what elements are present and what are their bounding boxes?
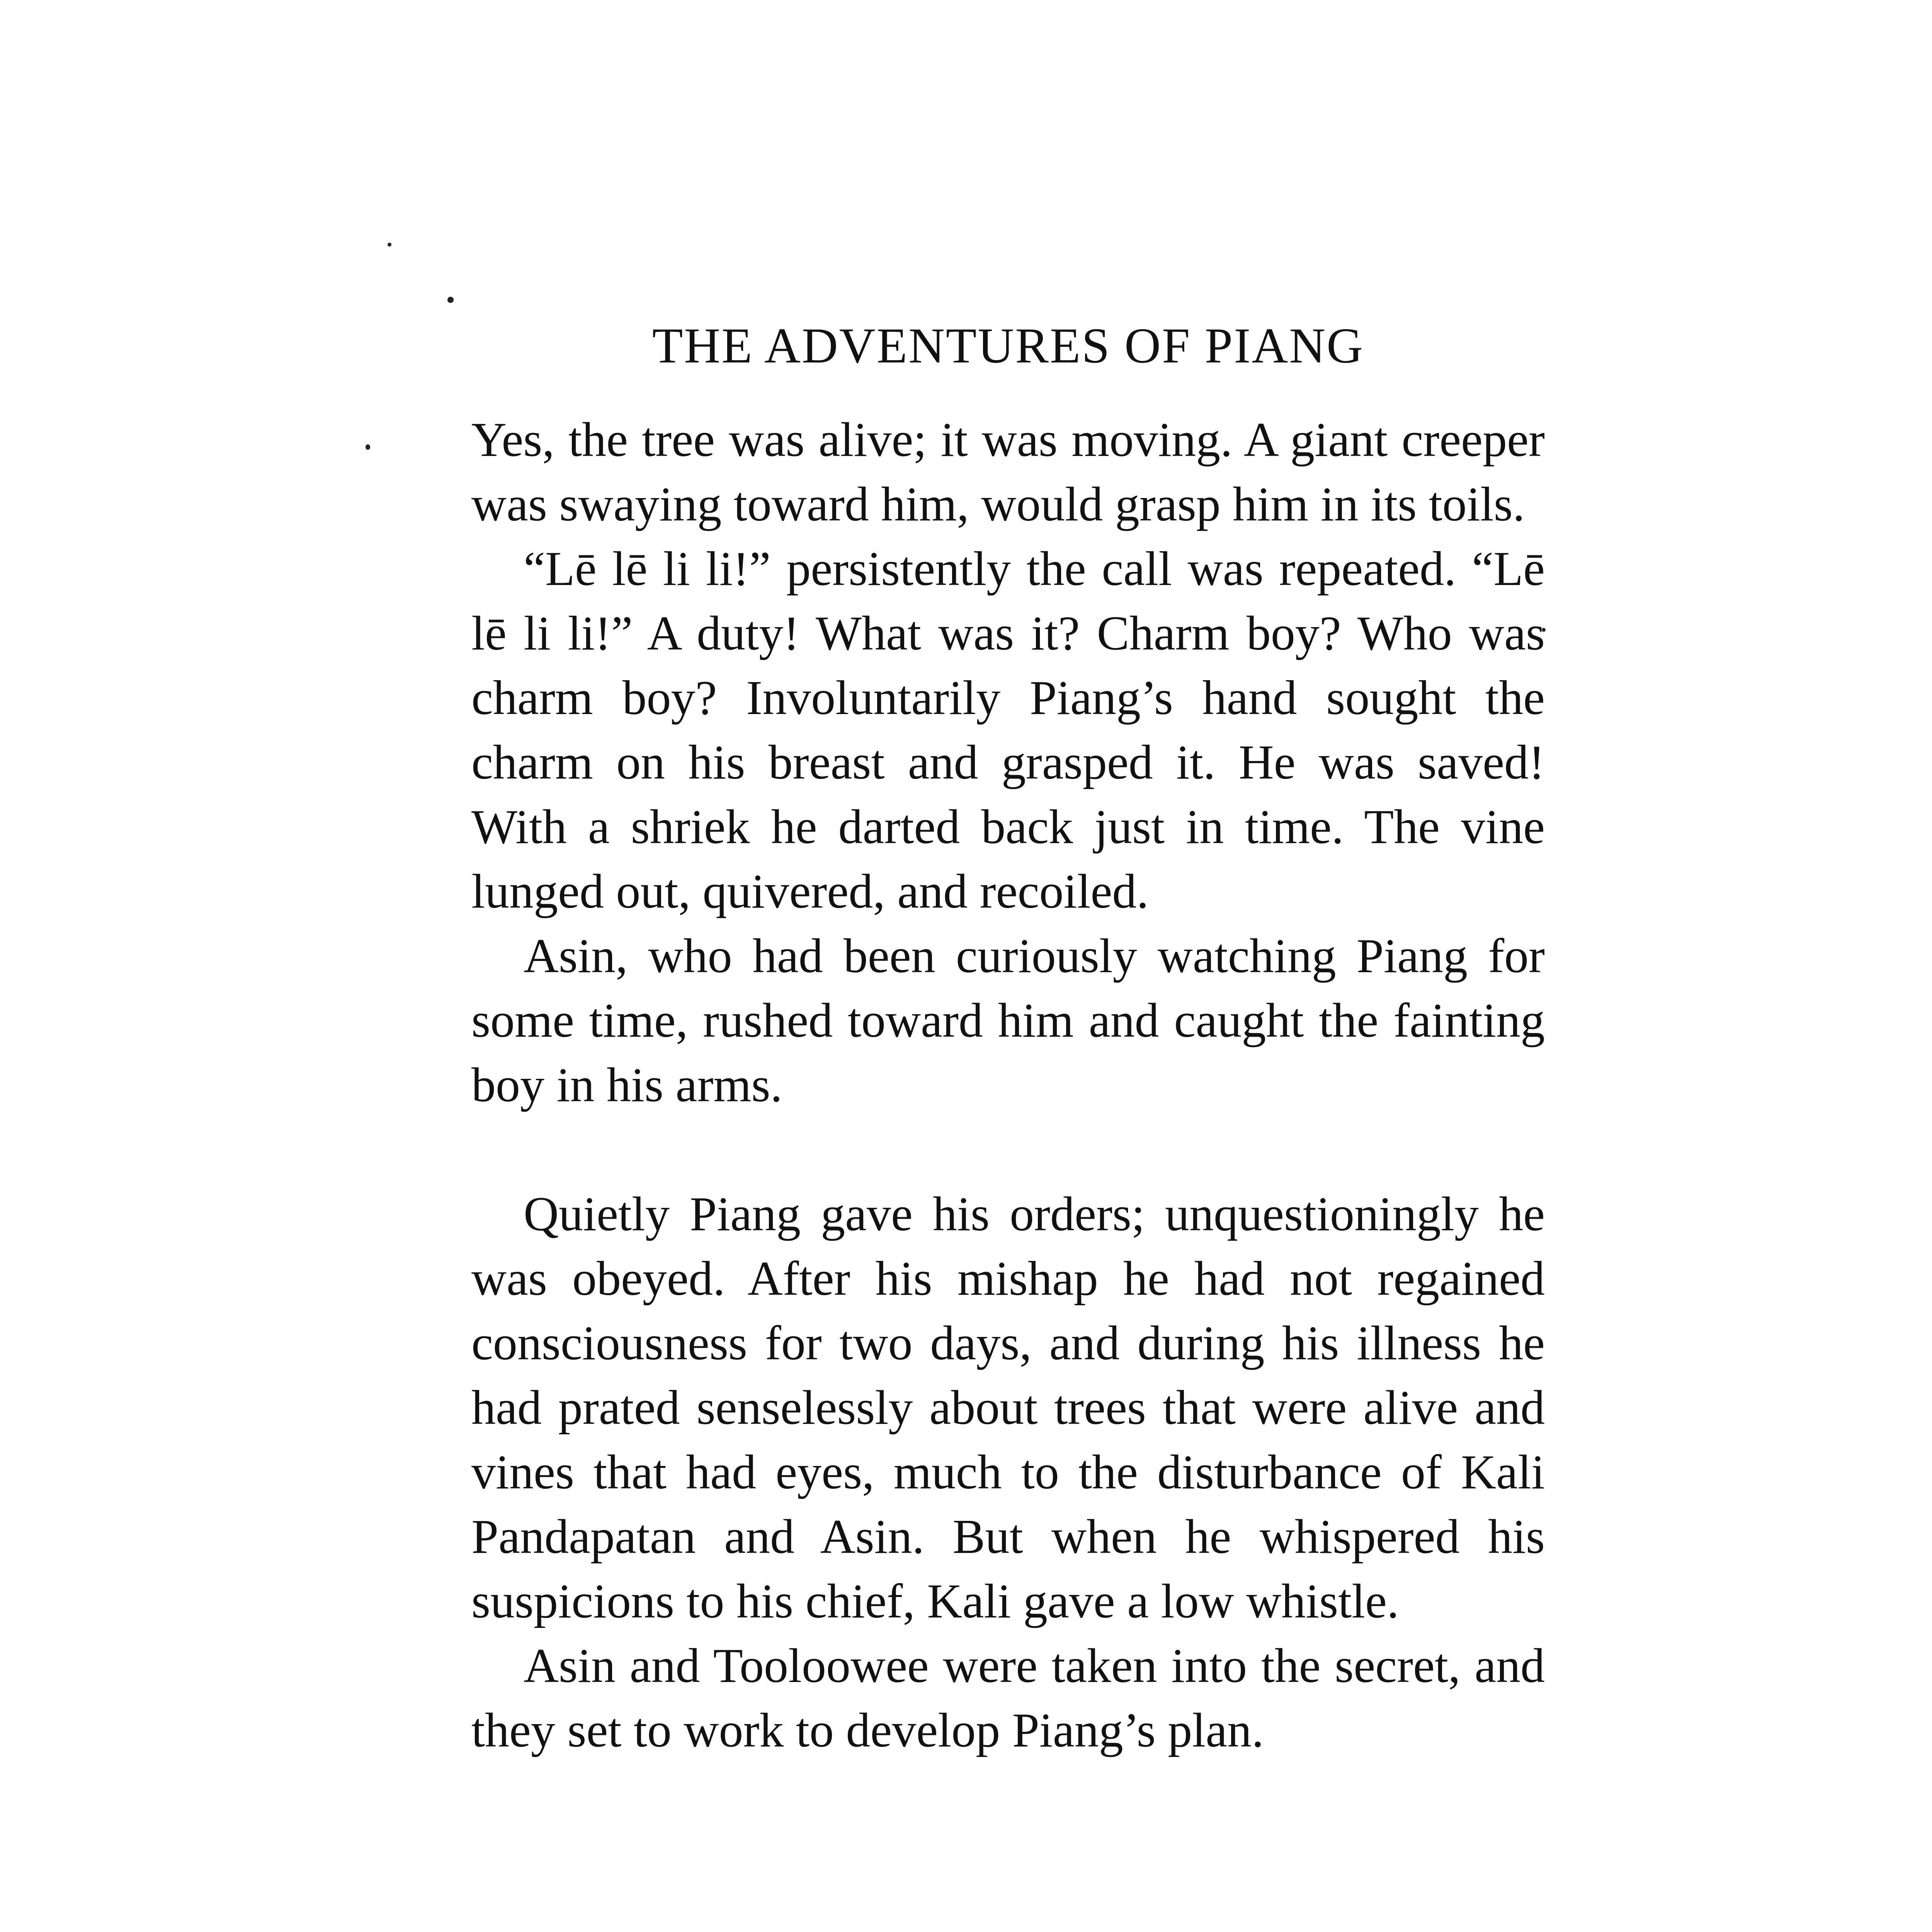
scan-speck: [447, 297, 454, 303]
scan-speck: [366, 444, 370, 450]
running-head: THE ADVENTURES OF PIANG: [652, 318, 1364, 374]
paragraph: Asin and Tooloowee were taken into the secret, and they set to work to develop Piang’s plan.: [471, 1639, 1545, 1757]
paragraph: Quietly Piang gave his orders; unquestioningly he was obeyed. After his mishap he had not regained consciousness for two days, and during his illness he had prated senselessly about trees that were alive and vines that had eyes, much to the disturbance of Kali Pandapatan and Asin. But when he whispered his suspicions to his chief, Kali gave a low whistle.: [471, 1187, 1545, 1628]
scan-speck: [388, 243, 391, 247]
paragraph: Yes, the tree was alive; it was moving. A giant creeper was swaying toward him, would grasp him in its toils.: [471, 413, 1545, 531]
paragraph: Asin, who had been curiously watching Piang for some time, rushed toward him and caught the fainting boy in his arms.: [471, 929, 1545, 1112]
body-text: [471, 408, 1545, 1763]
paragraph: “Lē lē li li!” persistently the call was repeated. “Lē lē li li!” A duty! What was it? Charm boy? Who was charm boy? Involuntarily Piang’s hand sought the charm on his breast and grasped it. He was saved! With a shriek he darted back just in time. The vine lunged out, quivered, and recoiled.: [471, 542, 1545, 918]
